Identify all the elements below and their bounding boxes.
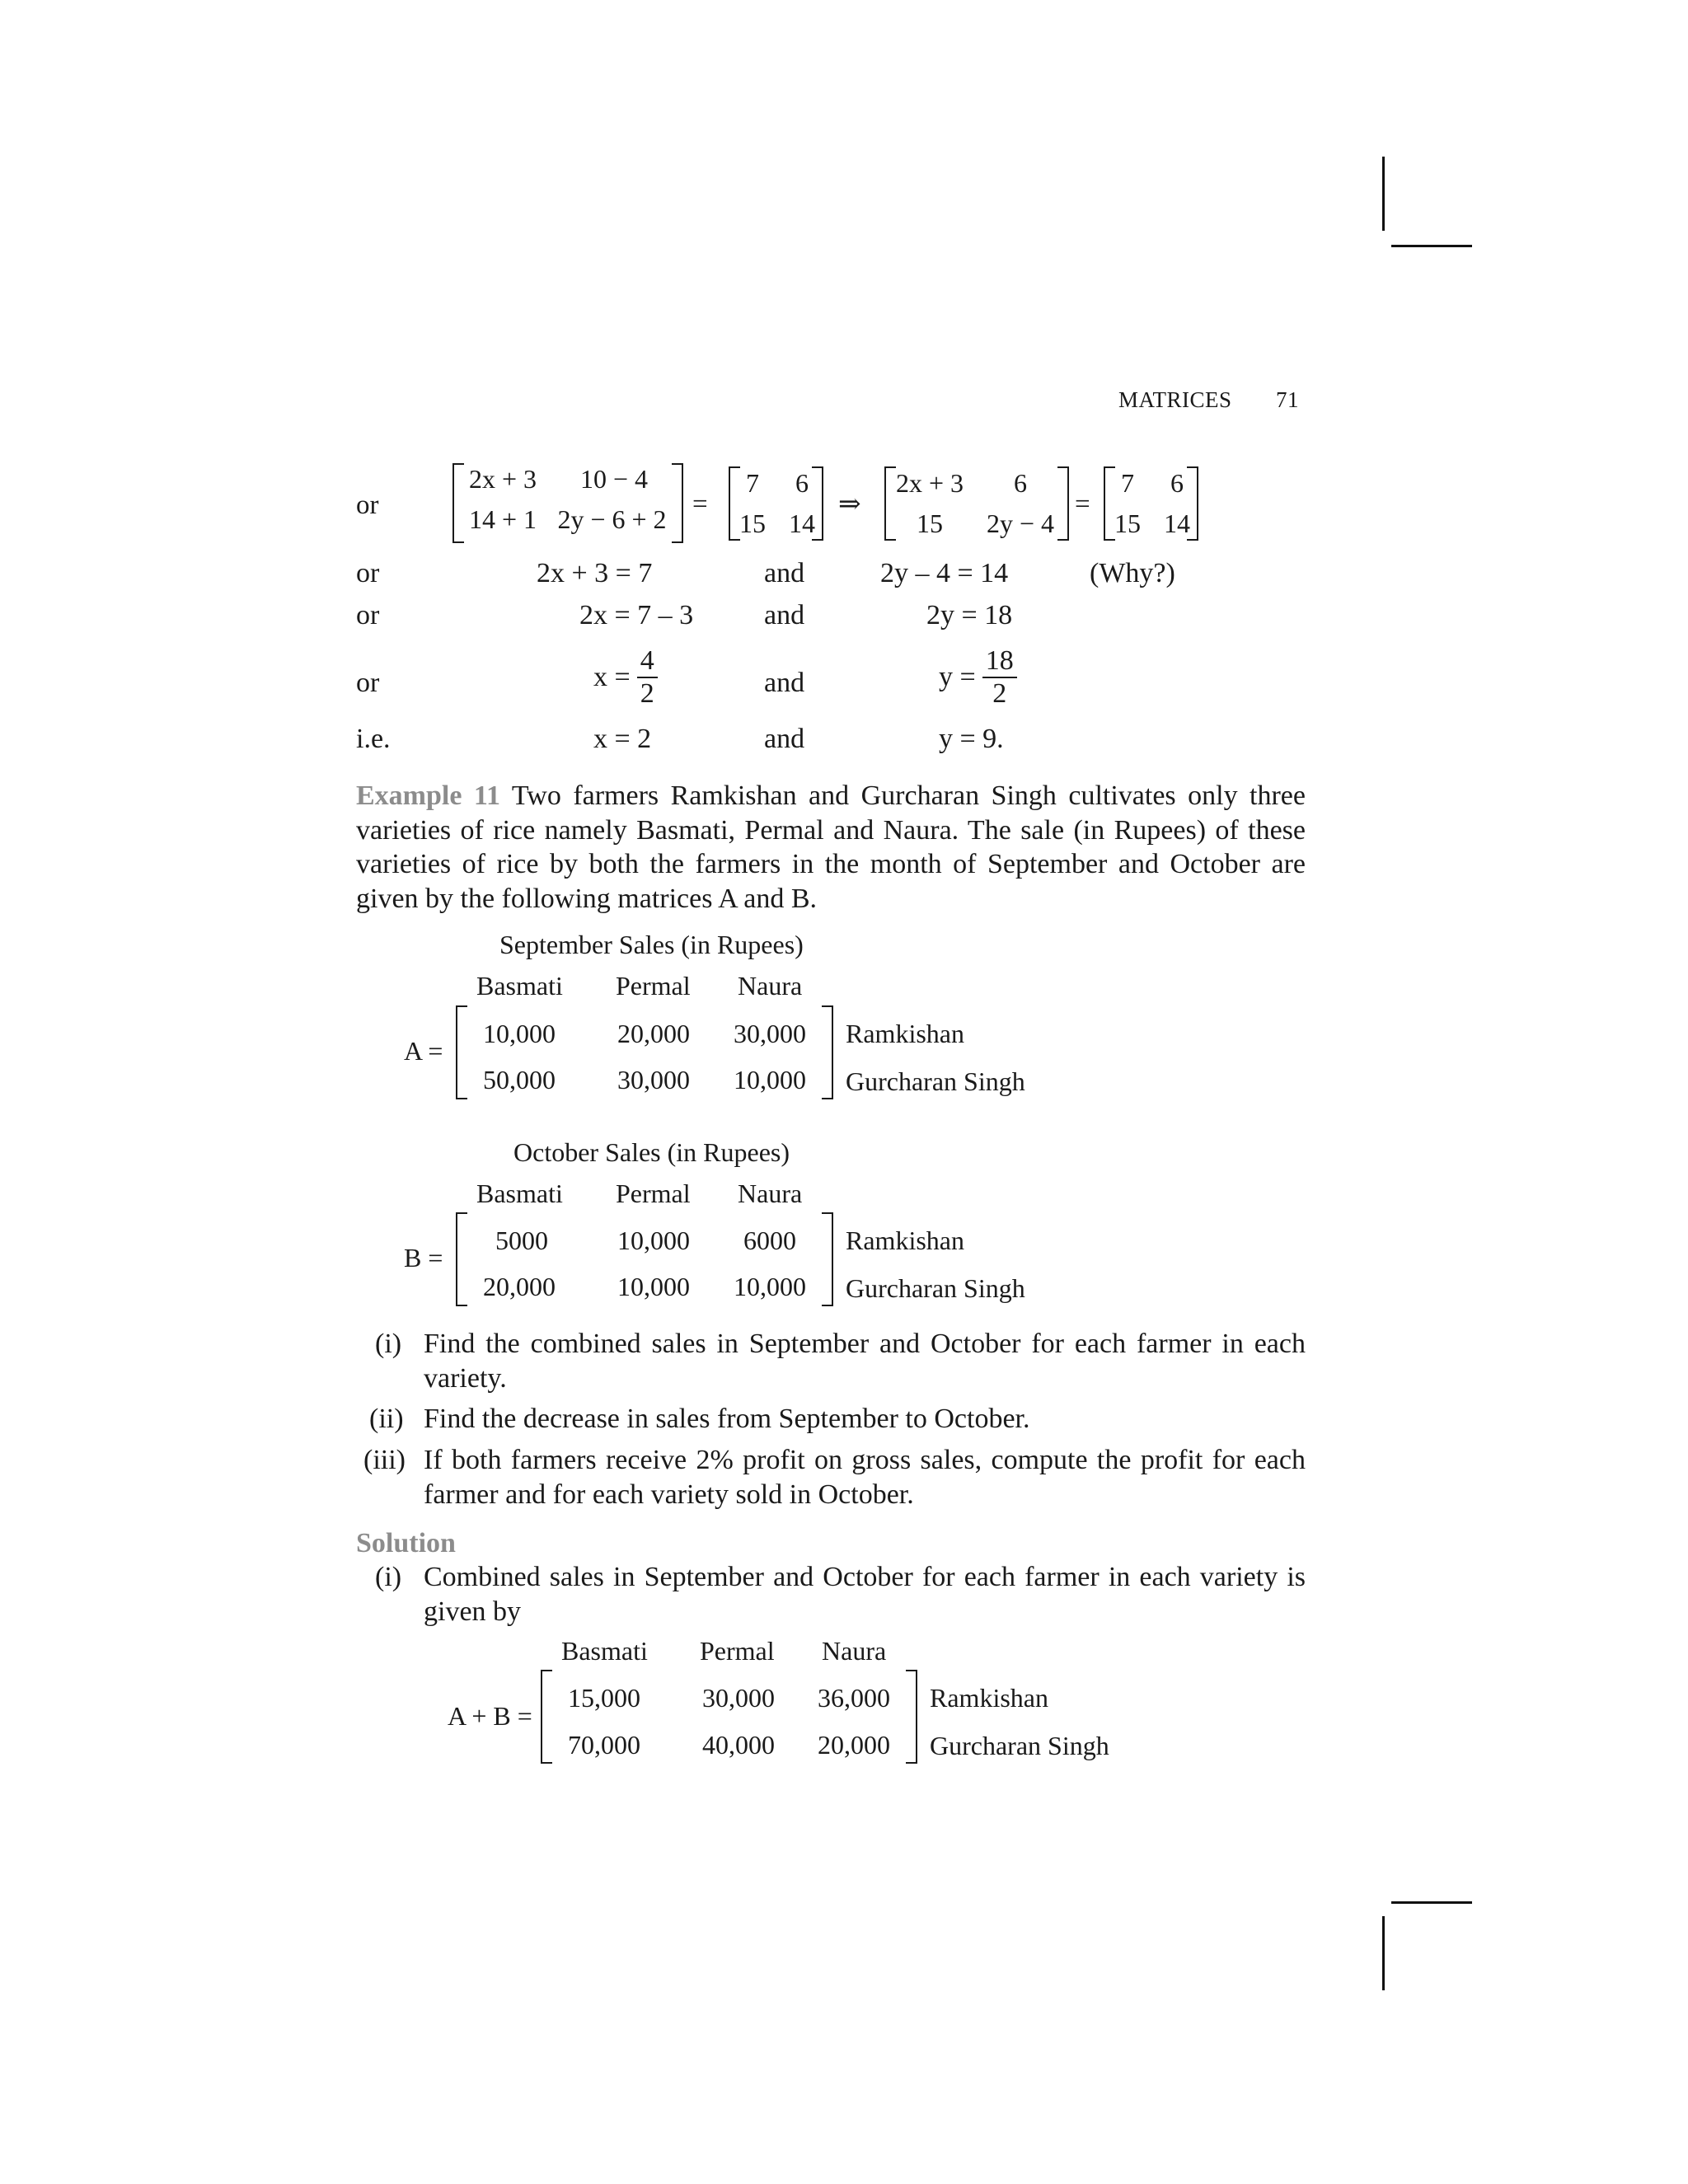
rhs-matrix-cell: 7: [746, 468, 759, 498]
matrix-sum-row-label: Ramkishan: [930, 1683, 1048, 1713]
matrix-a-row-label: Gurcharan Singh: [846, 1066, 1025, 1096]
fraction-y-value: [982, 645, 1017, 710]
matrix-sum-cell: 30,000: [702, 1683, 775, 1713]
matrix-sum-row-label: Gurcharan Singh: [930, 1731, 1109, 1760]
matrix-b-column-header: Permal: [616, 1179, 691, 1208]
question-number: (ii): [369, 1404, 404, 1434]
derivation-conjunction: and: [764, 668, 805, 698]
equals-sign: =: [692, 490, 708, 519]
matrix-sum-cell: 15,000: [568, 1683, 640, 1713]
matrix-b-row-label: Gurcharan Singh: [846, 1273, 1025, 1303]
matrix-sum-name: A + B =: [448, 1701, 532, 1731]
matrix-b-cell: 20,000: [483, 1272, 556, 1301]
fraction-y-numerator: 18: [982, 645, 1017, 678]
derivation-note: (Why?): [1090, 558, 1175, 588]
derivation-conjunction: and: [764, 558, 805, 588]
fraction-y: [939, 645, 1017, 710]
lhs-matrix-cell: 10 − 4: [579, 464, 649, 494]
example-label: Example 11: [356, 780, 501, 811]
lhs-matrix-cell: 2y − 6 + 2: [557, 504, 667, 534]
rhs-matrix2-cell: 6: [1170, 468, 1184, 498]
matrix-a-row-label: Ramkishan: [846, 1019, 964, 1048]
lhs-matrix-cell: 14 + 1: [468, 504, 537, 534]
matrix-a-cell: 20,000: [617, 1019, 690, 1048]
matrix-a-cell: 50,000: [483, 1065, 556, 1094]
derivation-label: or: [356, 668, 380, 698]
matrix-b-cell: 10,000: [617, 1272, 690, 1301]
matrix-sum-cell: 70,000: [568, 1730, 640, 1760]
matrix-b-cell: 10,000: [734, 1272, 806, 1301]
simplified-matrix-cell: 6: [1014, 468, 1027, 498]
fraction-x-var: x =: [593, 662, 631, 692]
solution-label: Solution: [356, 1528, 456, 1558]
fraction-x-numerator: 4: [637, 645, 658, 678]
crop-mark-bottom-vertical: [1382, 1916, 1385, 1990]
crop-mark-top-horizontal: [1391, 245, 1472, 247]
derivation-left-equation: 2x = 7 – 3: [579, 600, 694, 630]
simplified-matrix-cell: 15: [917, 509, 943, 538]
matrix-a-cell: 30,000: [617, 1065, 690, 1094]
matrix-b-column-header: Naura: [738, 1179, 803, 1208]
matrix-sum-column-header: Basmati: [561, 1636, 648, 1666]
matrix-b-cell: 5000: [495, 1226, 548, 1255]
solution-part-text: Combined sales in September and October for each farmer in each variety is given by: [424, 1562, 1306, 1627]
derivation-left-equation: 2x + 3 = 7: [537, 558, 653, 588]
matrix-a-left-bracket: [456, 1005, 467, 1099]
derivation-conjunction: and: [764, 724, 805, 754]
matrix-b-cell: 6000: [743, 1226, 796, 1255]
fraction-x-value: [637, 645, 658, 710]
question-text: If both farmers receive 2% profit on gross sales, compute the profit for each farmer and for each variety sold in October.: [424, 1445, 1306, 1510]
derivation-label: i.e.: [356, 724, 391, 754]
matrix-b-row-label: Ramkishan: [846, 1226, 964, 1255]
lhs-matrix-right-bracket: [672, 463, 683, 543]
fraction-y-denominator: 2: [992, 678, 1007, 709]
example-paragraph: [356, 779, 1306, 916]
rhs-matrix2-cell: 7: [1121, 468, 1134, 498]
fraction-x: [593, 645, 658, 710]
matrix-b-name: B =: [404, 1243, 443, 1272]
fraction-y-var: y =: [939, 662, 976, 692]
matrix-a-name: A =: [404, 1036, 443, 1066]
lhs-matrix-cell: 2x + 3: [468, 464, 537, 494]
running-title: MATRICES: [1118, 387, 1232, 412]
equals-sign: =: [1075, 490, 1090, 519]
derivation-right-equation: 2y = 18: [926, 600, 1013, 630]
crop-mark-top-vertical: [1382, 157, 1385, 231]
derivation-right-equation: y = 9.: [939, 724, 1004, 754]
rhs-matrix-cell: 6: [795, 468, 809, 498]
rhs-matrix2-cell: 15: [1114, 509, 1141, 538]
rhs-matrix-cell: 15: [739, 509, 766, 538]
question-text: Find the combined sales in September and October for each farmer in each variety.: [424, 1329, 1306, 1394]
matrix-a-cell: 30,000: [734, 1019, 806, 1048]
rhs-matrix2-cell: 14: [1164, 509, 1190, 538]
example-text: Two farmers Ramkishan and Gurcharan Singh cultivates only three varieties of rice namely Basmati, Permal and Naura. The sale (in Rupees) of these varieties of rice by both the farmers in the month of September and October are given by the following matrices A and B.: [356, 780, 1306, 914]
matrix-sum-cell: 40,000: [702, 1730, 775, 1760]
question-number: (i): [375, 1329, 402, 1359]
matrix-sum-column-header: Naura: [822, 1636, 887, 1666]
derivation-right-equation: 2y – 4 = 14: [880, 558, 1009, 588]
question-number: (iii): [363, 1445, 406, 1475]
matrix-b-caption: October Sales (in Rupees): [513, 1137, 790, 1167]
matrix-a-cell: 10,000: [483, 1019, 556, 1048]
matrix-sum-left-bracket: [541, 1670, 552, 1764]
matrix-b-column-header: Basmati: [476, 1179, 563, 1208]
derivation-conjunction: and: [764, 600, 805, 630]
matrix-a-cell: 10,000: [734, 1065, 806, 1094]
derivation-label-or: or: [356, 490, 379, 520]
derivation-label: or: [356, 600, 380, 630]
implies-arrow: ⇒: [838, 490, 861, 519]
matrix-sum-column-header: Permal: [700, 1636, 775, 1666]
matrix-sum-cell: 20,000: [818, 1730, 890, 1760]
matrix-sum-cell: 36,000: [818, 1683, 890, 1713]
question-text: Find the decrease in sales from September to October.: [424, 1404, 1030, 1434]
matrix-b-right-bracket: [822, 1212, 833, 1306]
matrix-b-cell: 10,000: [617, 1226, 690, 1255]
matrix-b-left-bracket: [456, 1212, 467, 1306]
rhs-matrix-cell: 14: [789, 509, 815, 538]
derivation-left-equation: x = 2: [593, 724, 652, 754]
matrix-a-right-bracket: [822, 1005, 833, 1099]
matrix-sum-right-bracket: [906, 1670, 917, 1764]
crop-mark-bottom-horizontal: [1391, 1901, 1472, 1904]
matrix-a-column-header: Naura: [738, 971, 803, 1001]
fraction-x-denominator: 2: [640, 678, 654, 709]
solution-part-number: (i): [375, 1562, 402, 1592]
derivation-label: or: [356, 558, 380, 588]
matrix-a-column-header: Permal: [616, 971, 691, 1001]
matrix-a-column-header: Basmati: [476, 971, 563, 1001]
simplified-matrix-cell: 2y − 4: [986, 509, 1055, 538]
simplified-matrix-cell: 2x + 3: [895, 468, 964, 498]
page-number: 71: [1276, 387, 1299, 412]
matrix-a-caption: September Sales (in Rupees): [499, 930, 804, 959]
